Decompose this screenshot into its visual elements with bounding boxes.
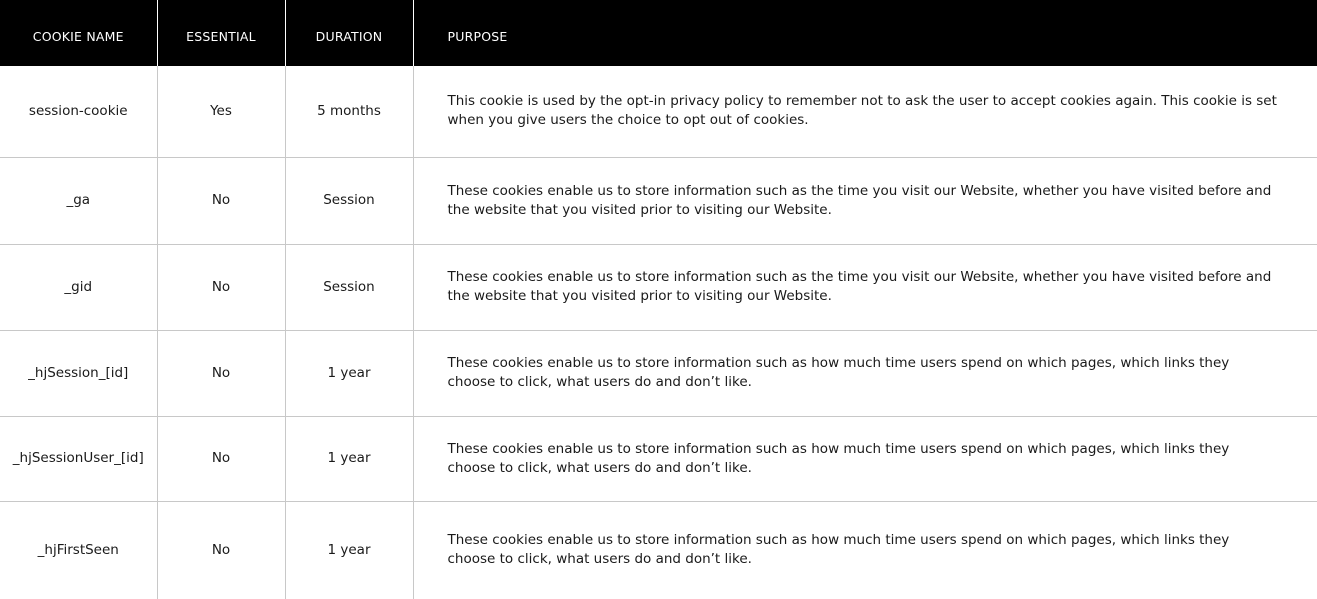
header-cookie-name: COOKIE NAME — [32, 28, 124, 44]
header-purpose: PURPOSE — [413, 0, 1317, 66]
purpose-cell: These cookies enable us to store information such as the time you visit our Website, whether you have visited before and the website that you visited prior to visiting our Website. — [413, 157, 1317, 244]
duration-cell: Session — [285, 157, 413, 244]
duration-cell: Session — [285, 244, 413, 330]
essential-cell: No — [157, 330, 285, 416]
header-duration: DURATION — [285, 0, 413, 66]
table-row — [0, 330, 1317, 416]
table-body — [0, 66, 1317, 599]
purpose-cell: These cookies enable us to store information such as how much time users spend on which pages, which links they choose to click, what users do and don’t like. — [413, 330, 1317, 416]
essential-cell: No — [157, 157, 285, 244]
table-row — [0, 66, 1317, 157]
essential-cell: No — [157, 501, 285, 599]
purpose-cell: These cookies enable us to store information such as the time you visit our Website, whether you have visited before and the website that you visited prior to visiting our Website. — [413, 244, 1317, 330]
cookie-name-cell: _ga — [66, 192, 91, 208]
essential-cell: No — [157, 244, 285, 330]
header-row — [0, 0, 1317, 66]
duration-cell: 1 year — [285, 416, 413, 501]
purpose-cell: This cookie is used by the opt-in privacy policy to remember not to ask the user to accept cookies again. This cookie is set when you give users the choice to opt out of cookies. — [413, 66, 1317, 157]
essential-cell: Yes — [157, 66, 285, 157]
table-row — [0, 157, 1317, 244]
cookie-name-cell: _hjFirstSeen — [37, 541, 119, 558]
table-row — [0, 501, 1317, 599]
table-row — [0, 244, 1317, 330]
table-row — [0, 416, 1317, 501]
cookie-name-cell: _gid — [64, 278, 93, 295]
essential-cell: No — [157, 416, 285, 501]
header-essential: ESSENTIAL — [157, 0, 285, 66]
purpose-cell: These cookies enable us to store information such as how much time users spend on which pages, which links they choose to click, what users do and don’t like. — [413, 501, 1317, 599]
duration-cell: 5 months — [285, 66, 413, 157]
duration-cell: 1 year — [285, 501, 413, 599]
cookie-name-cell: _hjSessionUser_[id] — [12, 450, 144, 466]
table-header — [0, 0, 1317, 66]
cookie-name-cell: _hjSession_[id] — [28, 364, 129, 381]
cookie-name-cell: session-cookie — [28, 102, 128, 119]
purpose-cell: These cookies enable us to store information such as how much time users spend on which pages, which links they choose to click, what users do and don’t like. — [413, 416, 1317, 501]
duration-cell: 1 year — [285, 330, 413, 416]
